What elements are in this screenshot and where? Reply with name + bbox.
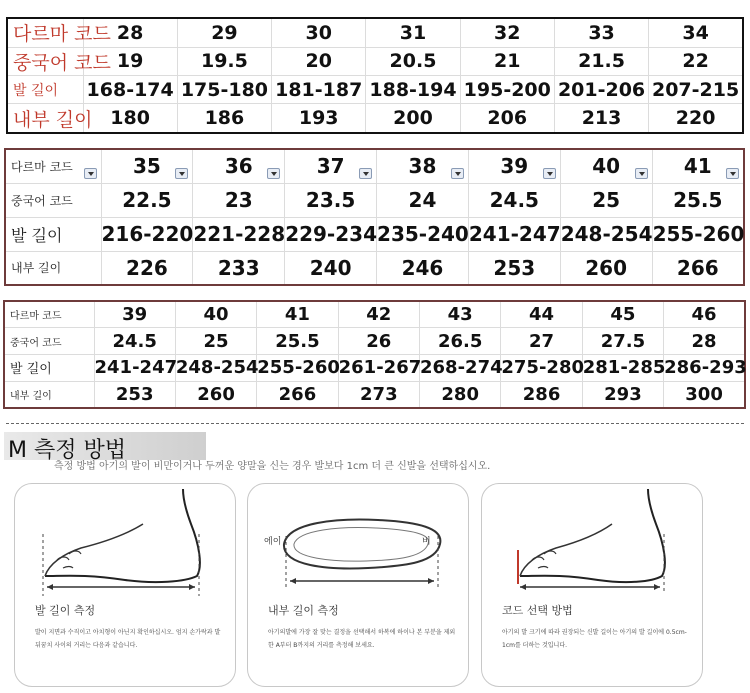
card-description: 발이 지면과 수직이고 아치형이 아닌지 확인하십시오. 엄지 손가락과 발뒤꿈치 사이의 거리는 다음과 같습니다. — [35, 629, 221, 649]
table-row — [7, 104, 743, 133]
point-b-label: 비 — [422, 537, 431, 547]
table-cell: 25.5 — [652, 183, 744, 217]
row-label: 다르마 코드 — [4, 301, 94, 328]
table-cell: 286-293 — [664, 355, 745, 382]
filter-dropdown-icon[interactable] — [84, 168, 97, 179]
card-inner-length — [247, 483, 469, 687]
table-cell: 255-260 — [257, 355, 338, 382]
table-cell: 19.5 — [177, 47, 271, 75]
table-cell: 253 — [468, 251, 560, 285]
table-cell: 213 — [554, 104, 648, 133]
table-cell: 46 — [664, 301, 745, 328]
table-cell: 241-247 — [468, 217, 560, 251]
table-cell: 21.5 — [554, 47, 648, 75]
filter-dropdown-icon[interactable] — [543, 168, 556, 179]
table-row — [5, 149, 744, 183]
filter-dropdown-icon[interactable] — [726, 168, 739, 179]
table-cell: 240 — [285, 251, 377, 285]
table-cell: 266 — [652, 251, 744, 285]
dashed-separator — [6, 423, 744, 424]
table-cell: 275-280 — [501, 355, 582, 382]
table-cell: 206 — [460, 104, 554, 133]
insole-illustration — [248, 484, 470, 688]
table-cell: 25.5 — [257, 328, 338, 355]
table-cell: 188-194 — [366, 75, 460, 103]
table-cell: 40 — [175, 301, 256, 328]
table-cell: 27.5 — [582, 328, 663, 355]
table-cell: 207-215 — [649, 75, 743, 103]
table-cell: 260 — [560, 251, 652, 285]
table-cell: 26.5 — [420, 328, 501, 355]
row-label: 중국어 코드 — [5, 183, 101, 217]
foot-with-margin-illustration — [482, 484, 704, 688]
size-table-1 — [6, 17, 744, 134]
table-cell: 268-274 — [420, 355, 501, 382]
table-cell: 37 — [285, 149, 377, 183]
table-cell: 226 — [101, 251, 193, 285]
table-cell: 23.5 — [285, 183, 377, 217]
table-cell: 193 — [272, 104, 366, 133]
table-cell: 22.5 — [101, 183, 193, 217]
table-cell: 26 — [338, 328, 419, 355]
card-description: 아기의발에 가장 잘 맞는 결정을 선택해서 하복에 하이나 본 부분을 제외한 A부터 B까지의 거리를 측정해 보세요. — [268, 629, 456, 649]
table-cell: 30 — [272, 18, 366, 47]
size-table-3 — [3, 300, 746, 409]
table-cell: 246 — [377, 251, 469, 285]
table-cell: 175-180 — [177, 75, 271, 103]
filter-dropdown-icon[interactable] — [175, 168, 188, 179]
table-cell: 45 — [582, 301, 663, 328]
table-cell: 25 — [175, 328, 256, 355]
table-cell: 220 — [649, 104, 743, 133]
card-foot-length — [14, 483, 236, 687]
table-cell: 168-174 — [83, 75, 177, 103]
row-label: 중국어 코드 — [7, 47, 83, 75]
row-label: 중국어 코드 — [4, 328, 94, 355]
row-label: 내부 길이 — [7, 104, 83, 133]
table-row — [5, 183, 744, 217]
table-cell: 280 — [420, 381, 501, 408]
table-row — [7, 75, 743, 103]
filter-dropdown-icon[interactable] — [359, 168, 372, 179]
row-label: 발 길이 — [7, 75, 83, 103]
table-cell: 43 — [420, 301, 501, 328]
table-cell: 266 — [257, 381, 338, 408]
table-cell: 36 — [193, 149, 285, 183]
table-cell: 27 — [501, 328, 582, 355]
table-cell: 253 — [94, 381, 175, 408]
table-row — [5, 251, 744, 285]
measure-subtitle: 측정 방법 아기의 발이 비만이거나 두꺼운 양말을 신는 경우 발보다 1cm 더 큰 신발을 선택하십시오. — [54, 461, 491, 472]
table-row — [4, 355, 745, 382]
table-cell: 19 — [83, 47, 177, 75]
table-cell: 235-240 — [377, 217, 469, 251]
table-cell: 201-206 — [554, 75, 648, 103]
table-cell: 229-234 — [285, 217, 377, 251]
table-cell: 273 — [338, 381, 419, 408]
table-cell: 255-260 — [652, 217, 744, 251]
table-cell: 260 — [175, 381, 256, 408]
size-table-2 — [4, 148, 745, 286]
table-cell: 39 — [94, 301, 175, 328]
table-cell: 31 — [366, 18, 460, 47]
card-title: 코드 선택 방법 — [502, 604, 573, 617]
table-row — [5, 217, 744, 251]
table-cell: 186 — [177, 104, 271, 133]
table-cell: 41 — [652, 149, 744, 183]
table-row — [7, 18, 743, 47]
row-label: 내부 길이 — [5, 251, 101, 285]
table-row — [4, 328, 745, 355]
table-cell: 216-220 — [101, 217, 193, 251]
table-cell: 23 — [193, 183, 285, 217]
table-cell: 293 — [582, 381, 663, 408]
table-cell: 261-267 — [338, 355, 419, 382]
card-title: 내부 길이 측정 — [268, 604, 339, 617]
table-cell: 181-187 — [272, 75, 366, 103]
table-cell: 24.5 — [468, 183, 560, 217]
table-cell: 221-228 — [193, 217, 285, 251]
table-cell: 286 — [501, 381, 582, 408]
table-cell: 24.5 — [94, 328, 175, 355]
table-cell: 20.5 — [366, 47, 460, 75]
table-cell: 34 — [649, 18, 743, 47]
row-label: 다르마 코드 — [7, 18, 83, 47]
filter-dropdown-icon[interactable] — [451, 168, 464, 179]
card-title: 발 길이 측정 — [35, 604, 96, 617]
foot-side-illustration — [15, 484, 237, 688]
table-cell: 281-285 — [582, 355, 663, 382]
point-a-label: 에이 — [264, 537, 282, 547]
table-cell: 28 — [83, 18, 177, 47]
table-cell: 41 — [257, 301, 338, 328]
table-cell: 233 — [193, 251, 285, 285]
table-cell: 33 — [554, 18, 648, 47]
table-cell: 35 — [101, 149, 193, 183]
table-cell: 248-254 — [560, 217, 652, 251]
table-cell: 20 — [272, 47, 366, 75]
row-label: 발 길이 — [5, 217, 101, 251]
table-cell: 200 — [366, 104, 460, 133]
table-row — [4, 301, 745, 328]
table-cell: 25 — [560, 183, 652, 217]
card-description: 아기의 발 크기에 따라 권장되는 신발 길이는 아기의 발 길이에 0.5cm-1cm를 더하는 것입니다. — [502, 629, 687, 649]
table-cell: 29 — [177, 18, 271, 47]
table-cell: 195-200 — [460, 75, 554, 103]
table-cell: 44 — [501, 301, 582, 328]
table-cell: 38 — [377, 149, 469, 183]
table-cell: 21 — [460, 47, 554, 75]
table-cell: 241-247 — [94, 355, 175, 382]
row-label: 내부 길이 — [4, 381, 94, 408]
table-cell: 28 — [664, 328, 745, 355]
filter-dropdown-icon[interactable] — [635, 168, 648, 179]
table-cell: 180 — [83, 104, 177, 133]
table-cell: 42 — [338, 301, 419, 328]
table-cell: 32 — [460, 18, 554, 47]
row-label: 다르마 코드 — [5, 149, 101, 183]
table-cell: 22 — [649, 47, 743, 75]
table-row — [7, 47, 743, 75]
table-cell: 248-254 — [175, 355, 256, 382]
card-code-selection — [481, 483, 703, 687]
row-label: 발 길이 — [4, 355, 94, 382]
table-row — [4, 381, 745, 408]
table-cell: 40 — [560, 149, 652, 183]
table-cell: 300 — [664, 381, 745, 408]
filter-dropdown-icon[interactable] — [267, 168, 280, 179]
table-cell: 24 — [377, 183, 469, 217]
measure-title: M 측정 방법 — [8, 438, 126, 463]
table-cell: 39 — [468, 149, 560, 183]
